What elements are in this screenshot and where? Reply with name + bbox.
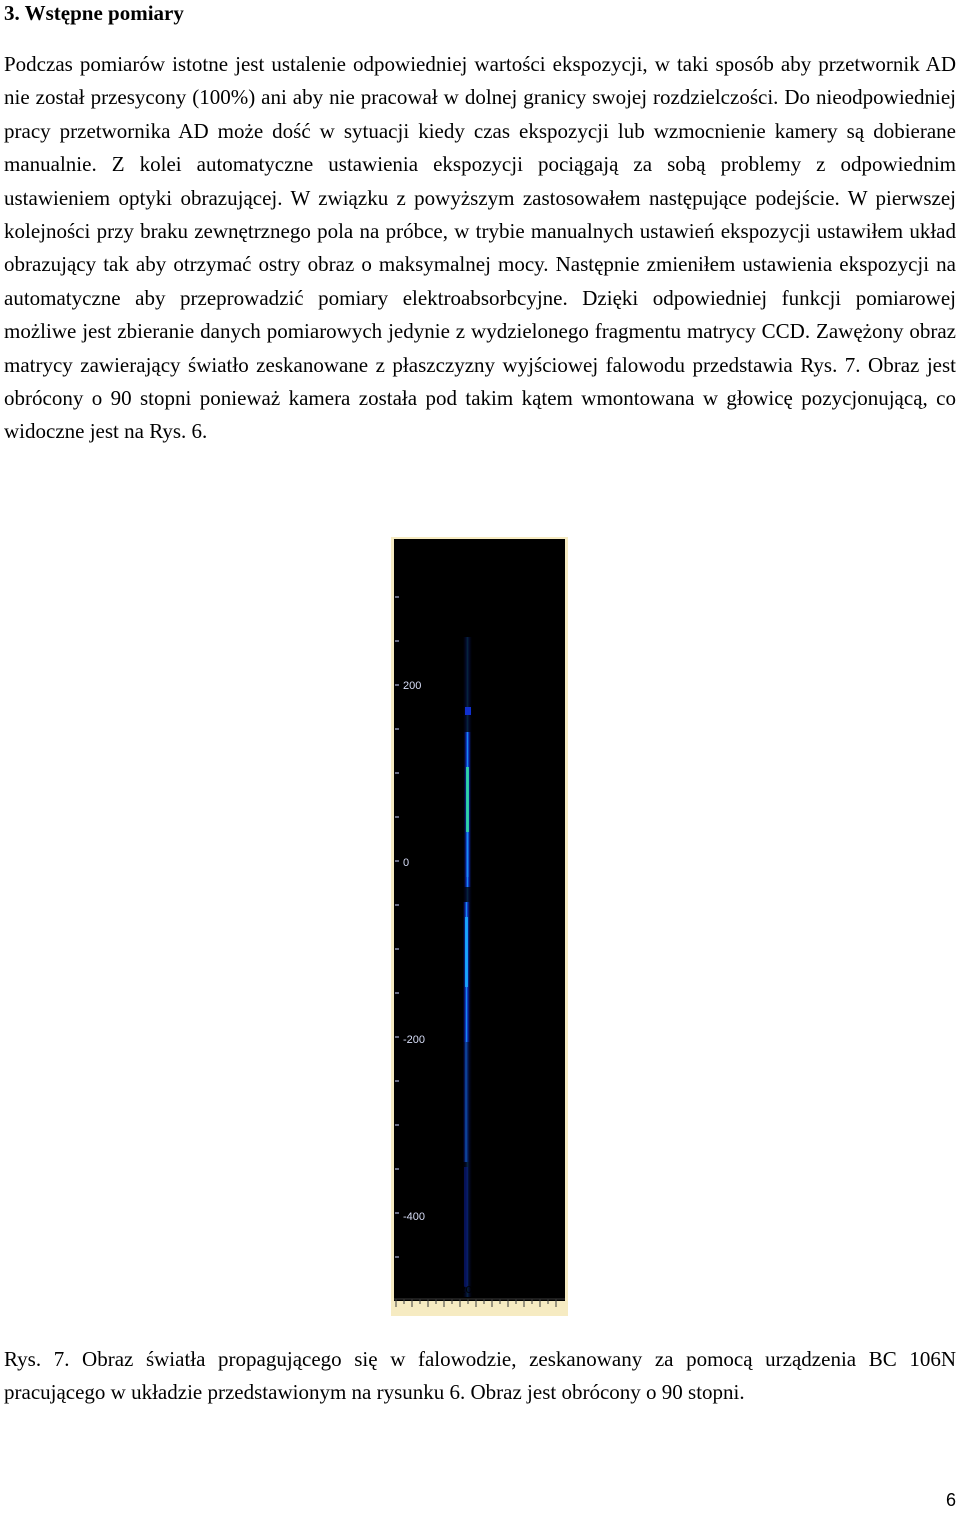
streak-tail-faint <box>464 1167 468 1287</box>
streak-core-lower <box>465 917 468 987</box>
page-number: 6 <box>945 1490 956 1510</box>
x-axis-ticks <box>396 1299 556 1307</box>
streak-spot <box>465 707 471 715</box>
y-tick-label-minus-200: -200 <box>403 1034 426 1046</box>
y-tick-label-200: 200 <box>403 680 422 692</box>
y-tick-label-minus-400: -400 <box>403 1211 426 1223</box>
figure-caption: Rys. 7. Obraz światła propagującego się w falowodzie, zeskanowany za pomocą urządzenia BC 106N pracującego w układzie przedstawionym na rysunku 6. Obraz jest obrócony o 90 stopni. <box>4 1347 956 1405</box>
ccd-image <box>391 537 568 1316</box>
image-background <box>394 539 565 1301</box>
x-tick-labels: 0080-60-40-20 0 20 40 60 80 10 <box>394 1284 566 1296</box>
body-paragraph: Podczas pomiarów istotne jest ustalenie odpowiedniej wartości ekspozycji, w taki sposób aby przetwornik AD nie został przesycony (100%) ani aby nie pracował w dolnej granicy swojej rozdzielczości. Do nieodpowiedniej pracy przetwornika AD może dość w sytuacji kiedy czas ekspozycji lub wzmocnienie kamery są dobierane manualnie. Z kolei automatyczne ustawienia ekspozycji pociągają za sobą problemy z odpowiednim ustawieniem optyki obrazującej. W związku z powyższym zastosowałem następujące podejście. W pierwszej kolejności przy braku zewnętrznego pola na próbce, w trybie manualnych ustawień ekspozycji ustawiłem układ obrazujący tak aby otrzymać ostry obraz o maksymalnej mocy. Następnie zmieniłem ustawienia ekspozycji na automatyczne aby przeprowadzić pomiary elektroabsorbcyjne. Dzięki odpowiedniej funkcji pomiarowej możliwe jest zbieranie danych pomiarowych jedynie z wydzielonego fragmentu matrycy CCD. Zawężony obraz matrycy zawierający światło zeskanowane z płaszczyzny wyjściowej falowodu przedstawia Rys. 7. Obraz jest obrócony o 90 stopni ponieważ kamera została pod takim kątem wmontowana w głowicę pozycjonującą, co widoczne jest na Rys. 6. <box>4 52 956 444</box>
y-tick-label-0: 0 <box>403 857 410 869</box>
streak-tail-segment <box>463 1042 469 1162</box>
section-heading: 3. Wstępne pomiary <box>4 1 184 25</box>
ccd-image-figure <box>391 537 568 1316</box>
streak-mid-segment <box>464 832 471 887</box>
